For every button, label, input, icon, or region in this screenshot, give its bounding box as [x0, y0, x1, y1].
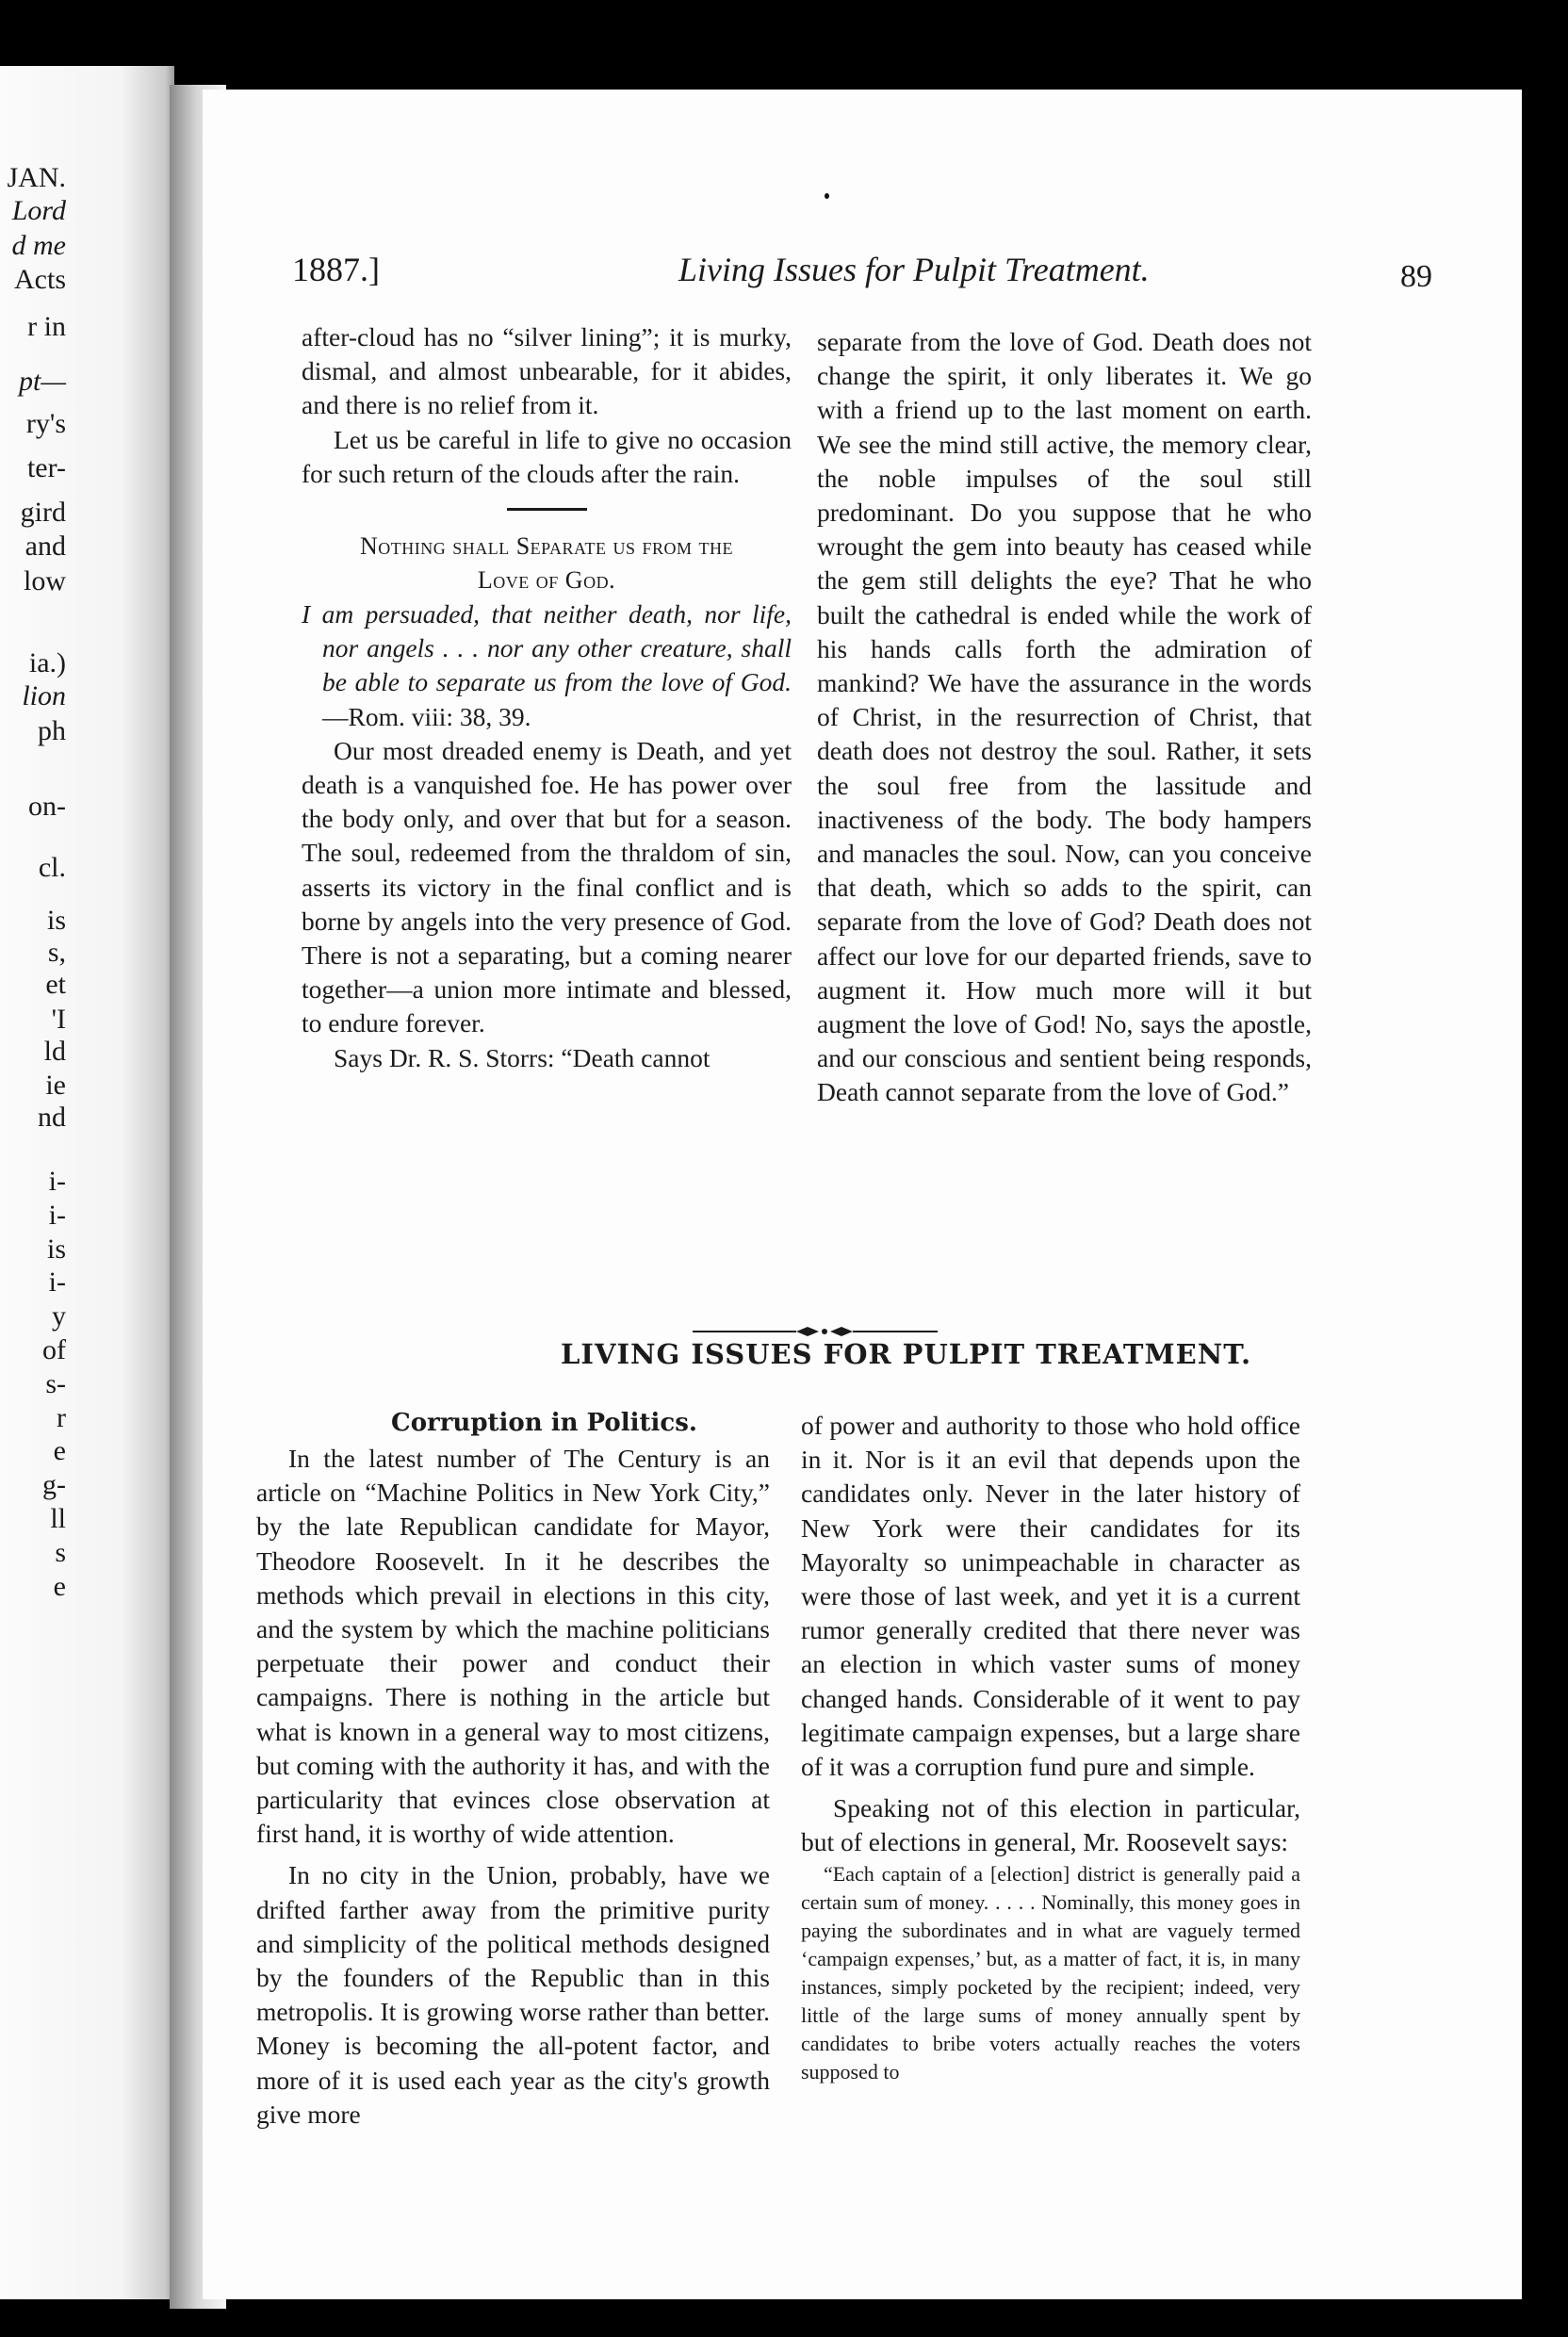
paragraph: Speaking not of this election in particular, but of elections in general, Mr. Roosevelt says: [801, 1793, 1300, 1857]
margin-fragment: cl. [38, 852, 66, 883]
margin-fragment: et [45, 969, 66, 1000]
running-head-year: 1887.] [292, 251, 380, 288]
article-subtitle: Corruption in Politics. [391, 1409, 697, 1437]
paragraph: Says Dr. R. S. Storrs: “Death cannot [334, 1042, 710, 1072]
section-title: LIVING ISSUES FOR PULPIT TREATMENT. [561, 1338, 1252, 1370]
margin-fragment: ld [43, 1036, 66, 1067]
margin-fragment: ia.) [28, 647, 66, 678]
margin-fragment: 'I [51, 1004, 66, 1035]
margin-fragment: ll [50, 1503, 66, 1534]
paragraph: of power and authority to those who hold office in it. Nor is it an evil that depends upon the candidates only. Never in the later history of New York were their candidates for its Mayoralty so unimpeachable in character as were those of last week, and yet it is a current rumor generally credited that there never was an election in which vaster sums of money changed hands. Considerable of it went to pay legitimate campaign expenses, but a large share of it was a corruption fund pure and simple. [801, 1411, 1300, 1782]
left-page-edge [0, 66, 174, 2299]
margin-fragment: s, [47, 937, 66, 968]
top-left-column [302, 320, 792, 1075]
margin-fragment: is [46, 905, 66, 936]
margin-fragment: s- [45, 1368, 66, 1399]
paragraph: Let us be careful in life to give no occasion for such return of the clouds after the rain. [302, 424, 792, 488]
margin-fragment: nd [38, 1102, 66, 1133]
article-heading-line-2: Love of God. [477, 566, 616, 595]
block-quote: “Each captain of a [election] district is generally paid a certain sum of money. . . . . Nominally, this money goes in paying the subordinates and in what are vaguely termed ‘campaign expenses,’ but, as a matter of fact, it is, in many instances, simply pocketed by the recipient; indeed, very little of the large sums of money annually spent by candidates to bribe voters actually reaches the voters supposed to [801, 1861, 1300, 2084]
margin-fragment: y [52, 1300, 66, 1332]
margin-fragment: is [46, 1234, 66, 1265]
paragraph: after-cloud has no “silver lining”; it is murky, dismal, and almost unbearable, for it abides, and there is no relief from it. [302, 322, 792, 420]
margin-fragment: i- [48, 1166, 66, 1197]
paragraph: separate from the love of God. Death does not change the spirit, it only liberates it. We go with a friend up to the last moment on earth. We see the mind still active, the memory clear, the noble impulses of the soul still predominant. Do you suppose that he who wrought the gem into beauty has ceased while the gem still delights the eye? That he who built the cathedral is ended while the work of his hands calls forth the admiration of mankind? We have the assurance in the words of Christ, in the resurrection of Christ, that death does not destroy the soul. Rather, it sets the soul free from the lassitude and inactiveness of the body. The body hampers and manacles the soul. Now, can you conceive that death, which so adds to the spirit, can separate from the love of God? Death does not affect our love for our departed friends, save to augment it. How much more will it but augment the love of God! No, says the apostle, and our conscious and sentient being responds, Death cannot separate from the love of God.” [817, 327, 1312, 1107]
page-number: 89 [1400, 259, 1432, 294]
scripture-verse [302, 597, 792, 734]
bottom-left-column [256, 1442, 770, 2132]
margin-fragment: lion [22, 680, 66, 711]
margin-fragment: s [55, 1537, 66, 1568]
margin-fragment: i- [48, 1267, 66, 1298]
margin-fragment: d me [11, 230, 66, 261]
margin-fragment: low [24, 565, 66, 597]
running-head-title: Living Issues for Pulpit Treatment. [678, 251, 1150, 288]
paragraph: In no city in the Union, probably, have we drifted farther away from the primitive purity and simplicity of the political methods designed by the founders of the Republic than in this metropolis. It is growing worse rather than better. Money is becoming the all-potent factor, and more of it is used each year as the city's growth give more [256, 1860, 770, 2129]
right-page [203, 90, 1522, 2299]
margin-fragment: ter- [26, 452, 66, 483]
top-right-column [817, 325, 1312, 1110]
margin-fragment: on- [28, 791, 66, 822]
verse-reference: —Rom. viii: 38, 39. [322, 701, 531, 731]
margin-fragment: pt— [18, 366, 66, 397]
margin-fragment: ph [38, 715, 66, 746]
paragraph: Our most dreaded enemy is Death, and yet death is a vanquished foe. He has power over the body only, and over that but for a season. The soul, redeemed from the thraldom of sin, asserts its victory in the final conflict and is borne by angels into the very presence of God. There is not a separating, but a coming nearer together—a union more intimate and blessed, to endure forever. [302, 735, 792, 1038]
section-divider [507, 508, 587, 511]
margin-fragment: g- [42, 1469, 66, 1500]
margin-fragment: ry's [25, 408, 66, 439]
ink-speck [825, 193, 829, 199]
margin-fragment: i- [48, 1200, 66, 1231]
margin-fragment: and [24, 531, 66, 562]
margin-fragment: e [53, 1571, 66, 1602]
bottom-right-column [801, 1409, 1300, 2086]
margin-fragment: ie [45, 1070, 66, 1101]
margin-fragment: e [53, 1435, 66, 1466]
ornament-rule [693, 1324, 938, 1339]
article-heading-line-1: Nothing shall Separate us from the [359, 532, 734, 561]
verse-text: I am persuaded, that neither death, nor life, nor angels . . . nor any other creature, shall be able to separate us from the love of God. [302, 599, 792, 697]
margin-fragment: Lord [11, 195, 66, 226]
paragraph: In the latest number of The Century is an article on “Machine Politics in New York City,” by the late Republican candidate for Mayor, Theodore Roosevelt. In it he describes the methods which prevail in elections in this city, and the system by which the machine politicians perpetuate their power and conduct their campaigns. There is nothing in the article but what is known in a general way to most citizens, but coming with the authority it has, and with the particularity that evinces close observation at first hand, it is worthy of wide attention. [256, 1444, 770, 1849]
margin-fragment: JAN. [7, 162, 66, 193]
margin-fragment: of [42, 1334, 66, 1365]
running-head [292, 250, 1432, 297]
margin-fragment: gird [20, 497, 66, 528]
margin-fragment: Acts [14, 264, 66, 295]
margin-fragment: r in [27, 311, 66, 342]
margin-fragment: r [57, 1402, 66, 1433]
